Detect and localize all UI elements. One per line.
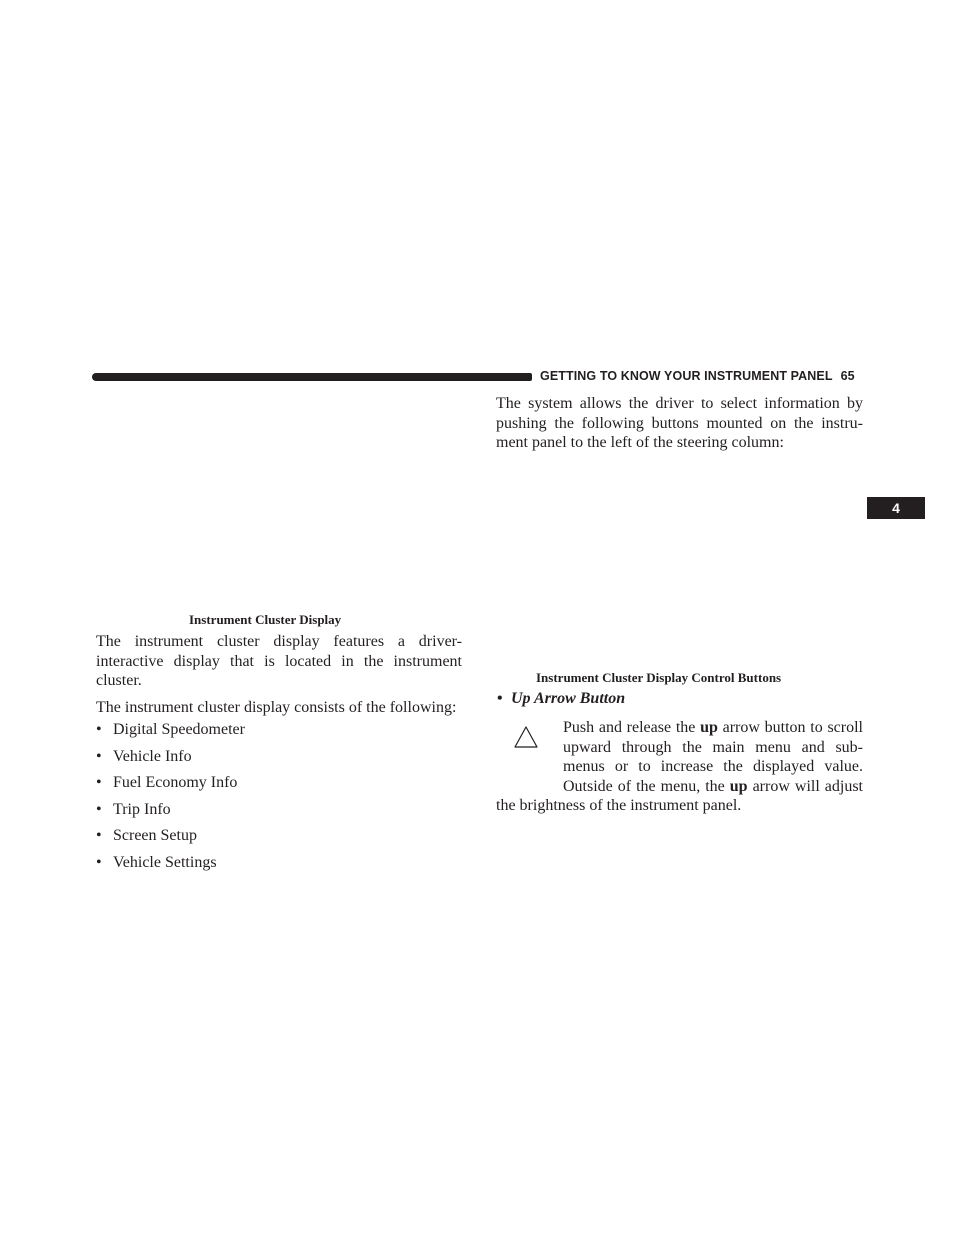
up-arrow-line-1: Push and release the up arrow button to scroll: [563, 719, 863, 736]
page-number: 65: [840, 369, 855, 383]
list-item: • Screen Setup: [96, 827, 197, 845]
bullet-icon: •: [96, 853, 102, 871]
list-intro: The instrument cluster display consists of the following:: [96, 699, 457, 716]
bullet-icon: •: [96, 827, 102, 845]
bullet-icon: •: [96, 747, 102, 765]
bullet-icon: •: [497, 690, 503, 707]
up-arrow-heading: • Up Arrow Button: [497, 690, 626, 707]
up-arrow-icon: [513, 725, 539, 749]
bullet-icon: •: [96, 774, 102, 792]
running-head: [540, 369, 855, 383]
list-item: • Fuel Economy Info: [96, 774, 238, 792]
bullet-icon: •: [96, 721, 102, 738]
list-item: • Vehicle Settings: [96, 853, 217, 871]
list-item: • Trip Info: [96, 800, 171, 818]
figure-caption-instrument-cluster: Instrument Cluster Display: [189, 612, 342, 627]
chapter-tab: 4: [867, 497, 925, 519]
up-arrow-line-4: Outside of the menu, the up arrow will adjust: [563, 777, 863, 795]
up-arrow-description: [563, 718, 863, 796]
figure-caption-control-buttons: Instrument Cluster Display Control Buttons: [536, 670, 782, 685]
list-item: • Vehicle Info: [96, 747, 192, 765]
up-arrow-line-5: the brightness of the instrument panel.: [496, 797, 742, 814]
intro-paragraph-left: The instrument cluster display features a driver-interactive display that is located in the instrument cluster.: [96, 633, 462, 689]
intro-paragraph-right: The system allows the driver to select information by pushing the following buttons mounted on the instru-ment panel to the left of the steering column:: [496, 395, 863, 451]
feature-list: [96, 720, 245, 880]
list-item: • Digital Speedometer: [96, 721, 245, 738]
bullet-icon: •: [96, 800, 102, 818]
header-rule: [96, 373, 532, 381]
up-arrow-line-3: menus or to increase the displayed value.: [563, 758, 863, 775]
up-arrow-line-2: upward through the main menu and sub-: [563, 738, 863, 756]
running-head-title: GETTING TO KNOW YOUR INSTRUMENT PANEL: [540, 369, 833, 383]
